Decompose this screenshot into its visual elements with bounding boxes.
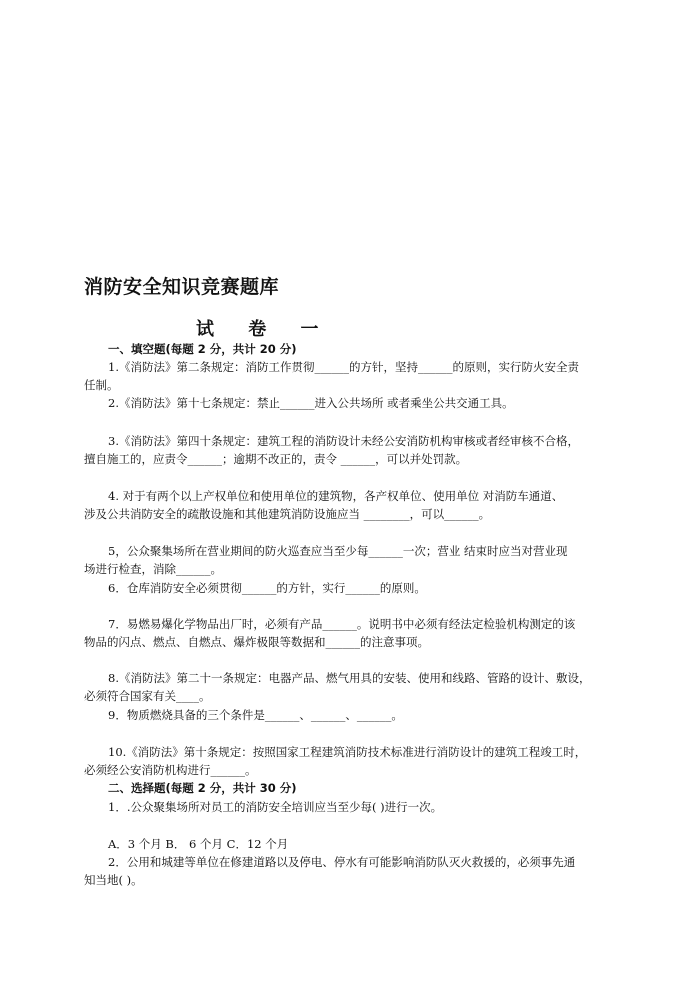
question-4-line-2: 涉及公共消防安全的疏散设施和其他建筑消防设施应当 ________，可以______。 — [84, 507, 491, 521]
document-title: 消防安全知识竞赛题库 — [84, 276, 280, 298]
choice-question-2-line-2: 知当地( )。 — [84, 873, 143, 887]
question-7-line-1: 7．易燃易爆化学物品出厂时，必须有产品______。说明书中必须有经法定检验机构测定的该 — [108, 617, 576, 631]
question-3-line-1: 3.《消防法》第四十条规定：建筑工程的消防设计未经公安消防机构审核或者经审核不合格， — [108, 434, 579, 448]
exam-paper-title: 试 卷 一 — [196, 319, 333, 340]
question-7-line-2: 物品的闪点、燃点、自燃点、爆炸极限等数据和______的注意事项。 — [84, 635, 429, 649]
question-1-line-1: 1.《消防法》第二条规定：消防工作贯彻______的方针，坚持______的原则，实行防火安全责 — [108, 360, 579, 374]
question-5-line-2: 场进行检查，消除______。 — [84, 562, 222, 576]
choice-question-2-line-1: 2．公用和城建等单位在修建道路以及停电、停水有可能影响消防队灭火救援的，必须事先通 — [108, 855, 576, 869]
question-10-line-1: 10.《消防法》第十条规定：按照国家工程建筑消防技术标准进行消防设计的建筑工程竣工时， — [108, 745, 587, 759]
question-8-line-1: 8.《消防法》第二十一条规定：电器产品、燃气用具的安装、使用和线路、管路的设计、敷设， — [108, 671, 591, 685]
question-6: 6．仓库消防安全必须贯彻______的方针，实行______的原则。 — [108, 581, 426, 595]
question-5-line-1: 5，公众聚集场所在营业期间的防火巡查应当至少每______一次；营业 结束时应当对营业现 — [108, 544, 568, 558]
question-2: 2.《消防法》第十七条规定：禁止______进入公共场所 或者乘坐公共交通工具。 — [108, 396, 514, 410]
question-9: 9．物质燃烧具备的三个条件是______、______、______。 — [108, 708, 403, 722]
question-1-line-2: 任制。 — [84, 378, 119, 392]
section-fill-blank-header: 一、填空题(每题 2 分，共计 20 分) — [108, 342, 297, 356]
choice-question-1-options: A．3 个月 B． 6 个月 C．12 个月 — [108, 837, 289, 851]
section-multiple-choice-header: 二、选择题(每题 2 分，共计 30 分) — [108, 781, 297, 795]
question-4-line-1: 4. 对于有两个以上产权单位和使用单位的建筑物，各产权单位、使用单位 对消防车通道、 — [108, 489, 564, 503]
question-8-line-2: 必须符合国家有关____。 — [84, 689, 211, 703]
question-3-line-2: 擅自施工的，应责令______；逾期不改正的，责令 ______，可以并处罚款。 — [84, 452, 468, 466]
choice-question-1: 1．.公众聚集场所对员工的消防安全培训应当至少每( )进行一次。 — [108, 800, 443, 814]
question-10-line-2: 必须经公安消防机构进行______。 — [84, 763, 257, 777]
